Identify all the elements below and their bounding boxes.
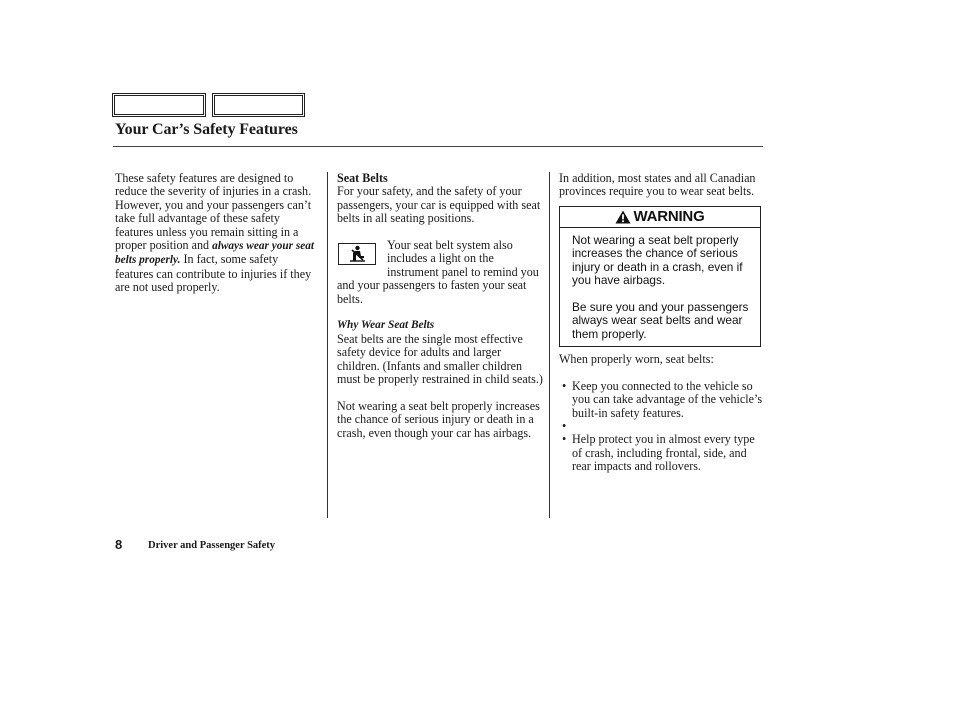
page-title: Your Car’s Safety Features (115, 121, 298, 138)
warning-triangle-icon (615, 210, 631, 224)
seat-belts-paragraph-1: For your safety, and the safety of your passengers, your car is equipped with seat belts in all seating positions. (337, 184, 541, 226)
column-divider-2 (549, 172, 550, 518)
intro-text-b: In fact, some safety features can contribute to injuries if they are not used properly. (115, 252, 312, 295)
seat-belts-paragraph-4: Not wearing a seat belt properly increases the chance of serious injury or death in a crash, even though your car has airbags. (337, 398, 540, 440)
warning-text-2: Be sure you and your passengers always wear seat belts and wear them properly. (572, 299, 749, 341)
seat-belts-paragraph-3: Seat belts are the single most effective safety device for adults and larger children. (Infants and smaller children must be properly restrained in child seats.) (337, 331, 543, 387)
column-2 (337, 172, 543, 440)
why-wear-subheading: Why Wear Seat Belts (337, 319, 435, 332)
list-item: • Keep you connected to the vehicle so you can take advantage of the vehicle’s built-in safety features. (559, 380, 763, 420)
nav-tab-2[interactable] (212, 93, 305, 117)
column-divider-1 (327, 172, 328, 518)
nav-tab-1[interactable] (112, 93, 206, 117)
warning-body (560, 228, 760, 346)
page-number: 8 (115, 537, 123, 552)
seat-belt-benefits-list (559, 380, 763, 474)
intro-paragraph (115, 172, 319, 295)
seat-belts-paragraph-2: Your seat belt system also includes a light on the instrument panel to remind you and your passengers to fasten your seat belts. (337, 238, 539, 306)
state-law-paragraph: In addition, most states and all Canadian provinces require you to wear seat belts. (559, 171, 756, 199)
intro-emphasis: always wear your seat belts properly. (115, 240, 315, 267)
column-1 (115, 172, 319, 295)
footer-section-name: Driver and Passenger Safety (148, 540, 276, 551)
warning-header (560, 207, 760, 228)
column-3 (559, 172, 763, 474)
warning-text-1: Not wearing a seat belt properly increases the chance of serious injury or death in a crash, even if you have airbags. (572, 232, 743, 288)
list-item: • Help protect you in almost every type of crash, including frontal, side, and rear impacts and rollovers. (559, 433, 763, 473)
reminder-light-paragraph (337, 239, 543, 306)
warning-label: WARNING (633, 208, 705, 226)
properly-worn-intro: When properly worn, seat belts: (559, 352, 714, 367)
seat-belt-reminder-icon (338, 243, 376, 265)
warning-box (559, 206, 761, 347)
intro-text-a: These safety features are designed to reduce the severity of injuries in a crash. However, you and your passengers can’t take full advantage of these safety features unless you remain sitting in a proper position and (115, 171, 312, 253)
title-rule (113, 146, 763, 147)
seat-belts-heading: Seat Belts (337, 171, 388, 185)
